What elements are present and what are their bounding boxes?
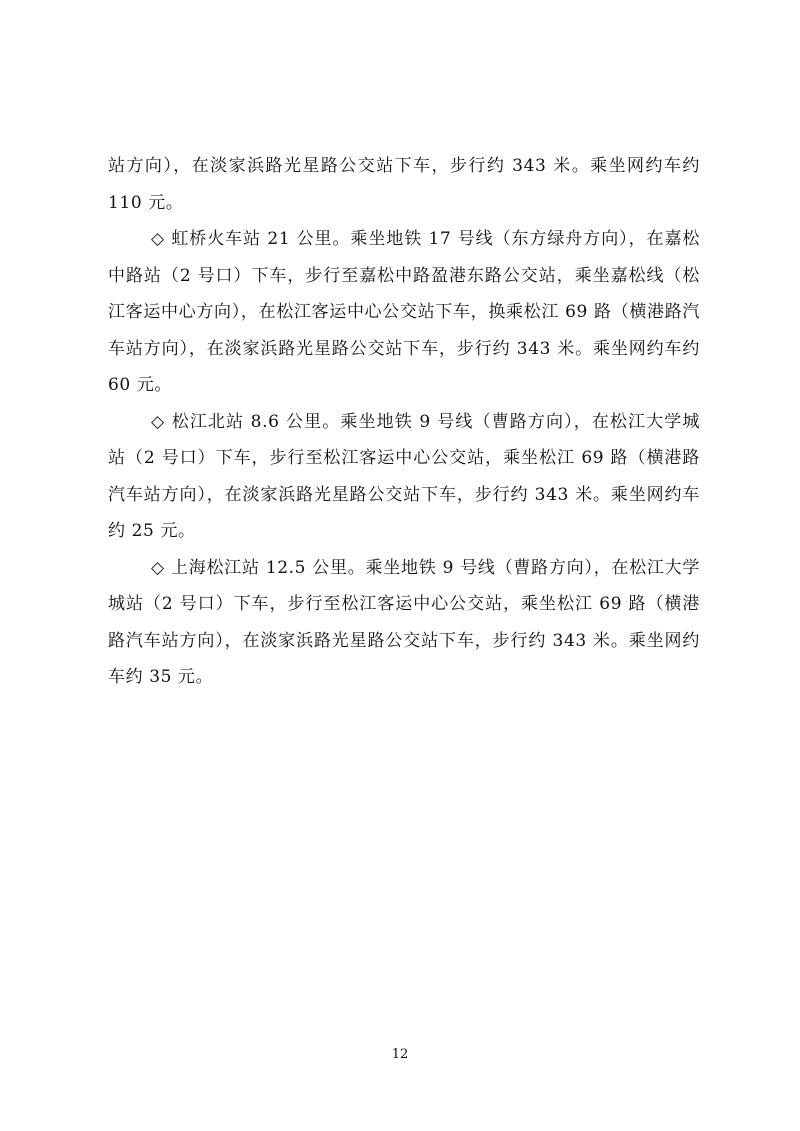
paragraph-songjiang-north-station: ◇ 松江北站 8.6 公里。乘坐地铁 9 号线（曹路方向），在松江大学城站（2 号口）下车，步行至松江客运中心公交站，乘坐松江 69 路（横港路汽车站方向），在淡家浜路光星路公交站下车，步行约 343 米。乘坐网约车约 25 元。 xyxy=(108,411,700,541)
page-number: 12 xyxy=(391,1047,409,1062)
paragraph-continuation: 站方向），在淡家浜路光星路公交站下车，步行约 343 米。乘坐网约车约 110 元。 xyxy=(108,156,700,213)
document-body xyxy=(108,148,700,696)
paragraph-hongqiao-station: ◇ 虹桥火车站 21 公里。乘坐地铁 17 号线（东方绿舟方向），在嘉松中路站（2 号口）下车，步行至嘉松中路盈港东路公交站，乘坐嘉松线（松江客运中心方向），在松江客运中心公交站下车，换乘松江 69 路（横港路汽车站方向），在淡家浜路光星路公交站下车，步行约 343 米。乘坐网约车约 60 元。 xyxy=(108,229,700,395)
paragraph-shanghai-songjiang-station: ◇ 上海松江站 12.5 公里。乘坐地铁 9 号线（曹路方向），在松江大学城站（2 号口）下车，步行至松江客运中心公交站，乘坐松江 69 路（横港路汽车站方向），在淡家浜路光星路公交站下车，步行约 343 米。乘坐网约车约 35 元。 xyxy=(108,557,700,687)
